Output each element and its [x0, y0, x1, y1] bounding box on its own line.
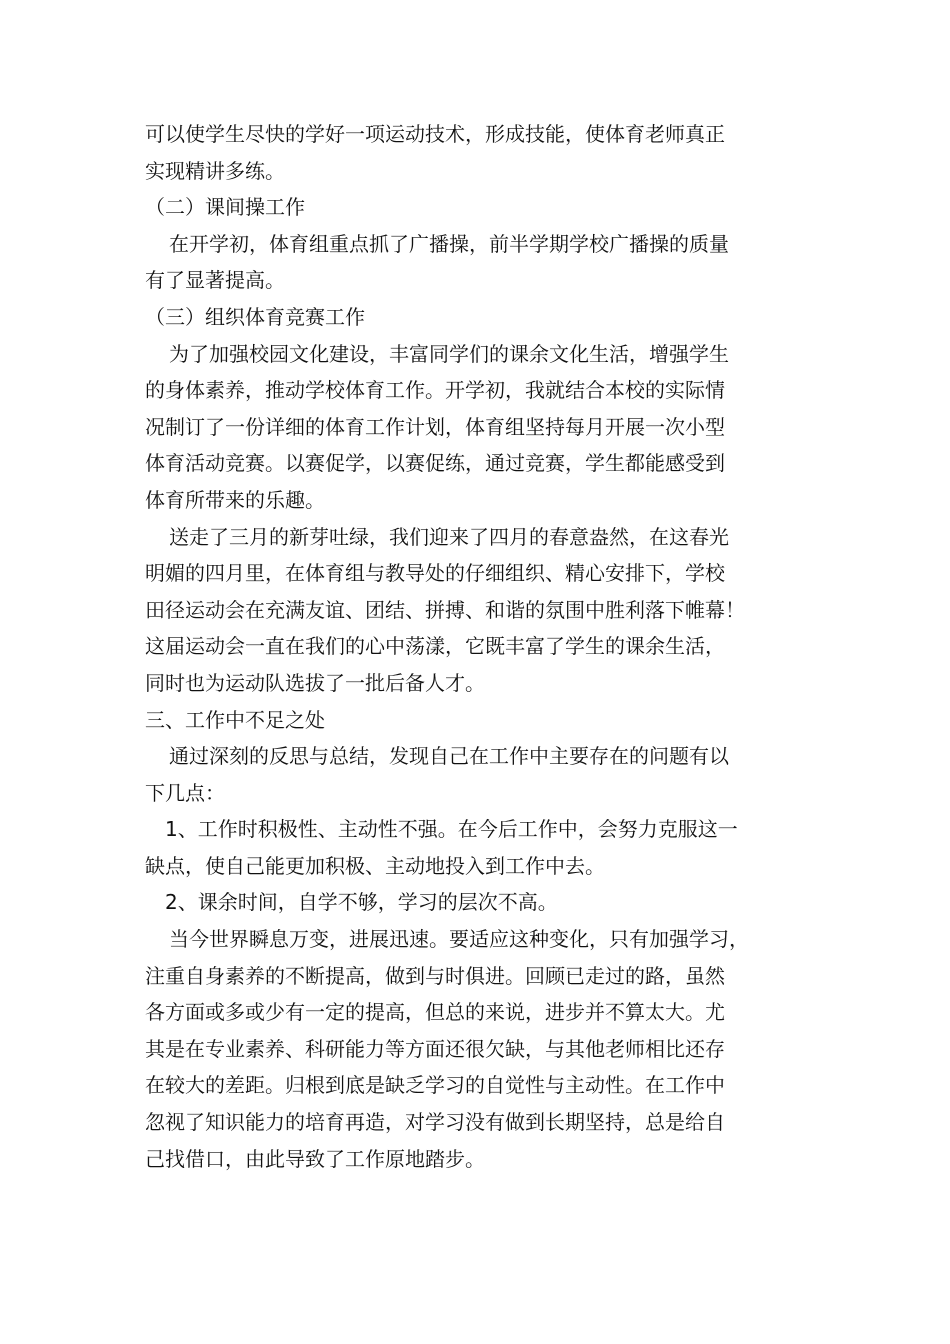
text-line: 有了显著提高。: [145, 268, 285, 293]
heading-text: （二）课间操工作: [145, 195, 305, 220]
heading-text: （三）组织体育竞赛工作: [145, 304, 365, 329]
paragraph-conclusion: [145, 921, 815, 1177]
section-heading-exercise: [145, 189, 815, 226]
text-line: 况制订了一份详细的体育工作计划，体育组坚持每月开展一次小型: [145, 414, 725, 439]
paragraph-sports-meet: [145, 519, 815, 702]
text-line: 可以使学生尽快的学好一项运动技术，形成技能，使体育老师真正: [145, 122, 725, 146]
section-heading-competition: [145, 299, 815, 336]
text-line: 送走了三月的新芽吐绿，我们迎来了四月的春意盎然，在这春光: [169, 524, 729, 549]
text-line: 当今世界瞬息万变，进展迅速。要适应这种变化，只有加强学习，: [169, 927, 749, 952]
paragraph-continuation: [145, 116, 815, 189]
text-line: 同时也为运动队选拔了一批后备人才。: [145, 670, 485, 695]
text-line: 体育所带来的乐趣。: [145, 487, 325, 512]
heading-text: 三、工作中不足之处: [145, 707, 325, 732]
text-line: 缺点，使自己能更加积极、主动地投入到工作中去。: [145, 853, 605, 878]
text-line: 体育活动竞赛。以赛促学，以赛促练，通过竞赛，学生都能感受到: [145, 451, 725, 476]
text-line: 2、课余时间，自学不够，学习的层次不高。: [165, 890, 558, 915]
list-item-1: [145, 811, 815, 884]
text-line: 注重自身素养的不断提高，做到与时俱进。回顾已走过的路，虽然: [145, 963, 725, 988]
text-line: 1、工作时积极性、主动性不强。在今后工作中，会努力克服这一: [165, 817, 738, 842]
text-line: 通过深刻的反思与总结，发现自己在工作中主要存在的问题有以: [169, 744, 729, 769]
text-line: 明媚的四月里，在体育组与教导处的仔细组织、精心安排下，学校: [145, 561, 725, 586]
text-line: 在较大的差距。归根到底是缺乏学习的自觉性与主动性。在工作中: [145, 1073, 725, 1098]
text-line: 己找借口，由此导致了工作原地踏步。: [145, 1146, 485, 1171]
list-item-2: [145, 884, 815, 921]
section-heading-shortcomings: [145, 702, 815, 739]
text-line: 实现精讲多练。: [145, 158, 285, 183]
paragraph-competition: [145, 336, 815, 519]
text-line: 其是在专业素养、科研能力等方面还很欠缺，与其他老师相比还存: [145, 1036, 725, 1061]
text-line: 田径运动会在充满友谊、团结、拼搏、和谐的氛围中胜利落下帷幕！: [145, 597, 745, 622]
text-line: 在开学初，体育组重点抓了广播操，前半学期学校广播操的质量: [169, 231, 729, 256]
text-line: 为了加强校园文化建设，丰富同学们的课余文化生活，增强学生: [169, 341, 729, 366]
text-line: 下几点：: [145, 780, 225, 805]
paragraph-exercise: [145, 226, 815, 299]
text-line: 忽视了知识能力的培育再造，对学习没有做到长期坚持，总是给自: [145, 1110, 725, 1135]
text-line: 的身体素养，推动学校体育工作。开学初，我就结合本校的实际情: [145, 378, 725, 403]
paragraph-reflection: [145, 738, 815, 811]
text-line: 这届运动会一直在我们的心中荡漾，它既丰富了学生的课余生活，: [145, 634, 725, 659]
text-line: 各方面或多或少有一定的提高，但总的来说，进步并不算太大。尤: [145, 1000, 725, 1025]
document-body: [145, 116, 815, 1177]
